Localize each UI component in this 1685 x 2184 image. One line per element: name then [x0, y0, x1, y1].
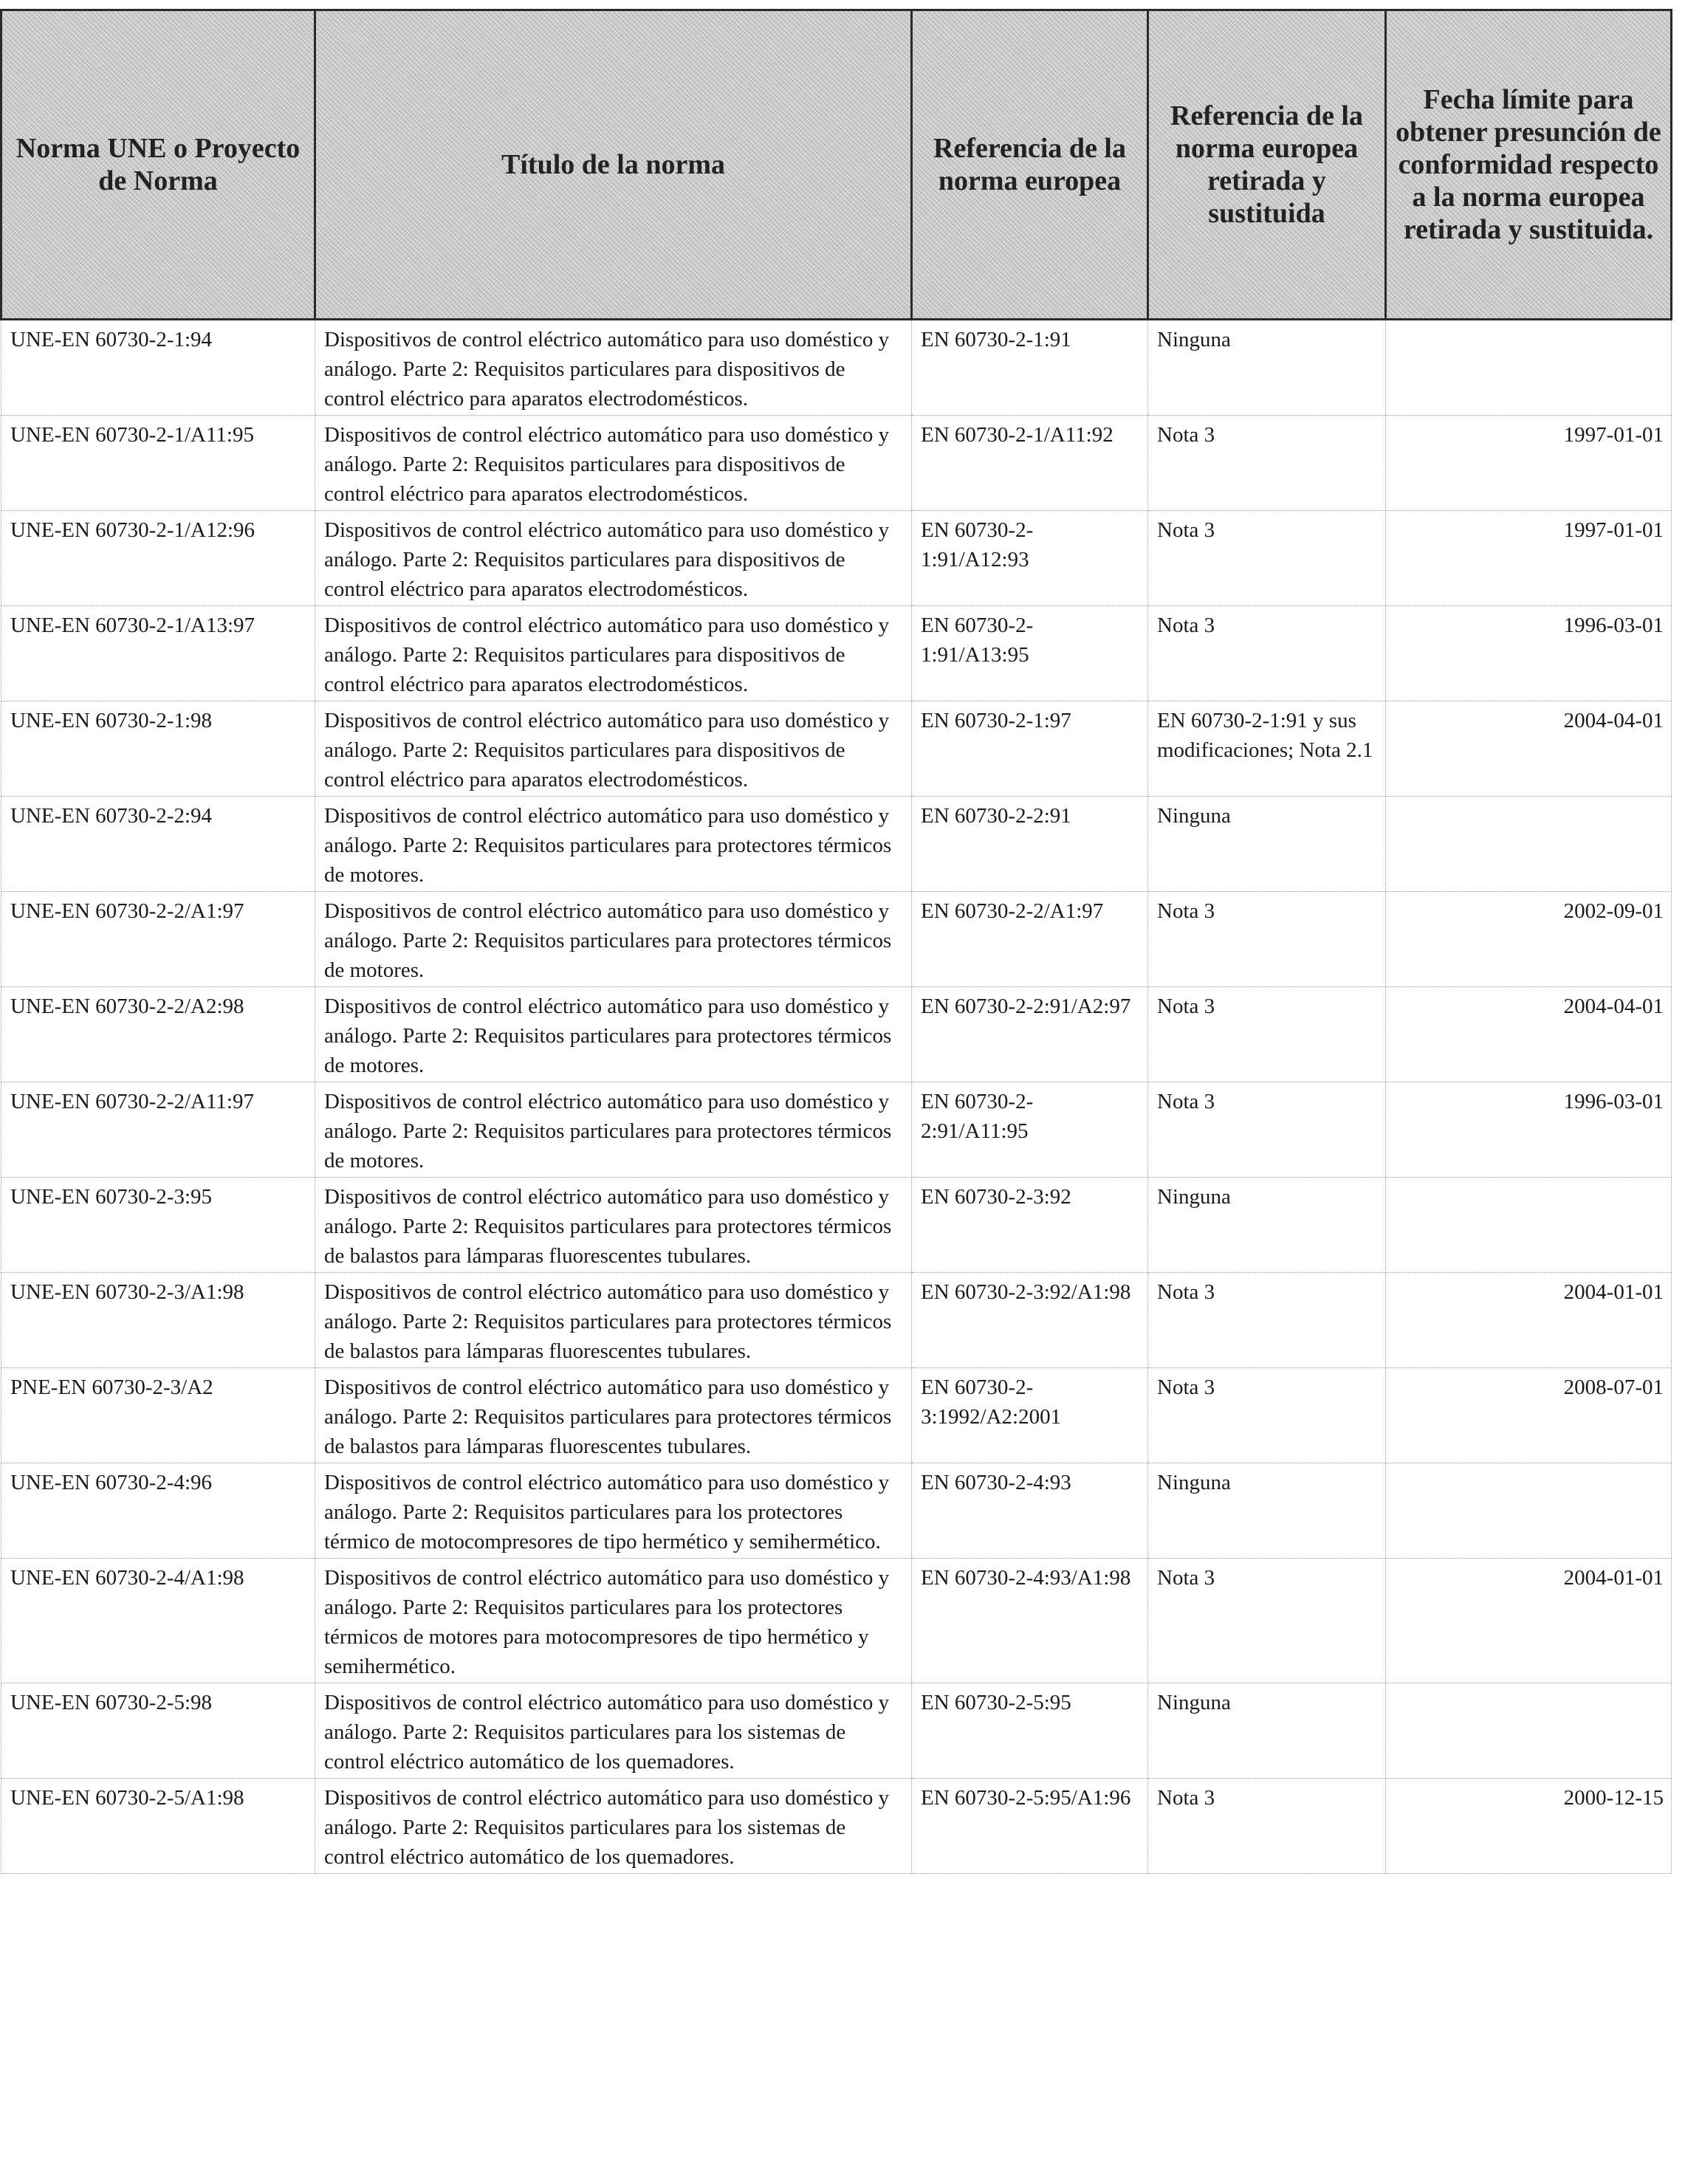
table-row — [1, 1559, 1672, 1683]
cell-fecha: 2004-04-01 — [1386, 701, 1672, 797]
cell-retirada: Nota 3 — [1148, 987, 1386, 1082]
cell-norma: UNE-EN 60730-2-3/A1:98 — [1, 1273, 315, 1368]
header-fecha: Fecha límite para obtener presunción de conformidad respecto a la norma europea retirada y sustituida. — [1386, 10, 1672, 320]
cell-norma: UNE-EN 60730-2-1:94 — [1, 320, 315, 416]
cell-norma: UNE-EN 60730-2-2:94 — [1, 797, 315, 892]
cell-referencia: EN 60730-2-3:1992/A2:2001 — [912, 1368, 1148, 1463]
cell-norma: UNE-EN 60730-2-1:98 — [1, 701, 315, 797]
cell-titulo: Dispositivos de control eléctrico automático para uso doméstico y análogo. Parte 2: Requisitos particulares para dispositivos de control eléctrico para aparatos electrodomésticos. — [315, 511, 912, 606]
cell-titulo: Dispositivos de control eléctrico automático para uso doméstico y análogo. Parte 2: Requisitos particulares para los protectores térmicos de motores para motocompresores de tipo hermético y semihermético. — [315, 1559, 912, 1683]
cell-retirada: EN 60730-2-1:91 y sus modificaciones; Nota 2.1 — [1148, 701, 1386, 797]
table-row — [1, 797, 1672, 892]
cell-fecha: 2008-07-01 — [1386, 1368, 1672, 1463]
table-row — [1, 987, 1672, 1082]
cell-retirada: Ninguna — [1148, 797, 1386, 892]
cell-norma: UNE-EN 60730-2-4:96 — [1, 1463, 315, 1559]
cell-norma: UNE-EN 60730-2-1/A13:97 — [1, 606, 315, 701]
cell-referencia: EN 60730-2-3:92 — [912, 1178, 1148, 1273]
cell-referencia: EN 60730-2-2:91/A2:97 — [912, 987, 1148, 1082]
cell-titulo: Dispositivos de control eléctrico automático para uso doméstico y análogo. Parte 2: Requisitos particulares para los sistemas de control eléctrico automático de los quemadores. — [315, 1779, 912, 1874]
table-row — [1, 1273, 1672, 1368]
cell-referencia: EN 60730-2-1/A11:92 — [912, 416, 1148, 511]
cell-fecha — [1386, 1178, 1672, 1273]
cell-referencia: EN 60730-2-2/A1:97 — [912, 892, 1148, 987]
cell-norma: UNE-EN 60730-2-3:95 — [1, 1178, 315, 1273]
cell-referencia: EN 60730-2-1:91/A12:93 — [912, 511, 1148, 606]
cell-titulo: Dispositivos de control eléctrico automático para uso doméstico y análogo. Parte 2: Requisitos particulares para protectores térmicos de balastos para lámparas fluorescentes tubulares. — [315, 1178, 912, 1273]
cell-retirada: Nota 3 — [1148, 606, 1386, 701]
cell-fecha: 2004-01-01 — [1386, 1559, 1672, 1683]
cell-titulo: Dispositivos de control eléctrico automático para uso doméstico y análogo. Parte 2: Requisitos particulares para dispositivos de control eléctrico para aparatos electrodomésticos. — [315, 606, 912, 701]
table-row — [1, 1082, 1672, 1178]
cell-fecha — [1386, 797, 1672, 892]
cell-fecha — [1386, 1463, 1672, 1559]
cell-referencia: EN 60730-2-2:91 — [912, 797, 1148, 892]
cell-titulo: Dispositivos de control eléctrico automático para uso doméstico y análogo. Parte 2: Requisitos particulares para dispositivos de control eléctrico para aparatos electrodomésticos. — [315, 320, 912, 416]
table-row — [1, 892, 1672, 987]
cell-norma: UNE-EN 60730-2-2/A11:97 — [1, 1082, 315, 1178]
cell-fecha: 1997-01-01 — [1386, 416, 1672, 511]
table-row — [1, 1178, 1672, 1273]
cell-titulo: Dispositivos de control eléctrico automático para uso doméstico y análogo. Parte 2: Requisitos particulares para dispositivos de control eléctrico para aparatos electrodomésticos. — [315, 701, 912, 797]
standards-table — [0, 9, 1672, 1874]
table-row — [1, 1683, 1672, 1779]
cell-norma: UNE-EN 60730-2-5/A1:98 — [1, 1779, 315, 1874]
cell-retirada: Ninguna — [1148, 1463, 1386, 1559]
cell-referencia: EN 60730-2-5:95/A1:96 — [912, 1779, 1148, 1874]
cell-fecha: 1997-01-01 — [1386, 511, 1672, 606]
cell-retirada: Nota 3 — [1148, 511, 1386, 606]
cell-retirada: Nota 3 — [1148, 892, 1386, 987]
cell-retirada: Nota 3 — [1148, 1559, 1386, 1683]
cell-referencia: EN 60730-2-1:91/A13:95 — [912, 606, 1148, 701]
table-row — [1, 1779, 1672, 1874]
table-row — [1, 416, 1672, 511]
cell-referencia: EN 60730-2-1:91 — [912, 320, 1148, 416]
cell-referencia: EN 60730-2-1:97 — [912, 701, 1148, 797]
cell-titulo: Dispositivos de control eléctrico automático para uso doméstico y análogo. Parte 2: Requisitos particulares para dispositivos de control eléctrico para aparatos electrodomésticos. — [315, 416, 912, 511]
cell-fecha — [1386, 320, 1672, 416]
cell-retirada: Nota 3 — [1148, 1273, 1386, 1368]
table-row — [1, 701, 1672, 797]
table-row — [1, 511, 1672, 606]
cell-fecha: 1996-03-01 — [1386, 606, 1672, 701]
cell-retirada: Nota 3 — [1148, 1368, 1386, 1463]
cell-norma: UNE-EN 60730-2-5:98 — [1, 1683, 315, 1779]
cell-titulo: Dispositivos de control eléctrico automático para uso doméstico y análogo. Parte 2: Requisitos particulares para protectores térmicos de balastos para lámparas fluorescentes tubulares. — [315, 1368, 912, 1463]
cell-fecha: 1996-03-01 — [1386, 1082, 1672, 1178]
cell-retirada: Nota 3 — [1148, 416, 1386, 511]
cell-titulo: Dispositivos de control eléctrico automático para uso doméstico y análogo. Parte 2: Requisitos particulares para protectores térmicos de motores. — [315, 1082, 912, 1178]
cell-retirada: Ninguna — [1148, 1683, 1386, 1779]
cell-referencia: EN 60730-2-5:95 — [912, 1683, 1148, 1779]
cell-norma: UNE-EN 60730-2-4/A1:98 — [1, 1559, 315, 1683]
cell-fecha: 2000-12-15 — [1386, 1779, 1672, 1874]
table-row — [1, 320, 1672, 416]
cell-norma: UNE-EN 60730-2-1/A11:95 — [1, 416, 315, 511]
cell-titulo: Dispositivos de control eléctrico automático para uso doméstico y análogo. Parte 2: Requisitos particulares para protectores térmicos de motores. — [315, 797, 912, 892]
table-row — [1, 1368, 1672, 1463]
cell-retirada: Ninguna — [1148, 1178, 1386, 1273]
cell-norma: UNE-EN 60730-2-2/A1:97 — [1, 892, 315, 987]
cell-fecha: 2004-04-01 — [1386, 987, 1672, 1082]
cell-norma: UNE-EN 60730-2-2/A2:98 — [1, 987, 315, 1082]
cell-fecha — [1386, 1683, 1672, 1779]
cell-referencia: EN 60730-2-2:91/A11:95 — [912, 1082, 1148, 1178]
cell-fecha: 2002-09-01 — [1386, 892, 1672, 987]
cell-norma: UNE-EN 60730-2-1/A12:96 — [1, 511, 315, 606]
table-row — [1, 1463, 1672, 1559]
cell-retirada: Nota 3 — [1148, 1779, 1386, 1874]
table-row — [1, 606, 1672, 701]
cell-titulo: Dispositivos de control eléctrico automático para uso doméstico y análogo. Parte 2: Requisitos particulares para protectores térmicos de balastos para lámparas fluorescentes tubulares. — [315, 1273, 912, 1368]
cell-titulo: Dispositivos de control eléctrico automático para uso doméstico y análogo. Parte 2: Requisitos particulares para protectores térmicos de motores. — [315, 987, 912, 1082]
cell-titulo: Dispositivos de control eléctrico automático para uso doméstico y análogo. Parte 2: Requisitos particulares para protectores térmicos de motores. — [315, 892, 912, 987]
cell-retirada: Nota 3 — [1148, 1082, 1386, 1178]
cell-referencia: EN 60730-2-3:92/A1:98 — [912, 1273, 1148, 1368]
cell-retirada: Ninguna — [1148, 320, 1386, 416]
header-retirada: Referencia de la norma europea retirada y sustituida — [1148, 10, 1386, 320]
cell-norma: PNE-EN 60730-2-3/A2 — [1, 1368, 315, 1463]
cell-referencia: EN 60730-2-4:93 — [912, 1463, 1148, 1559]
header-referencia: Referencia de la norma europea — [912, 10, 1148, 320]
table-header-row — [1, 10, 1672, 320]
header-norma: Norma UNE o Proyecto de Norma — [1, 10, 315, 320]
cell-referencia: EN 60730-2-4:93/A1:98 — [912, 1559, 1148, 1683]
cell-titulo: Dispositivos de control eléctrico automático para uso doméstico y análogo. Parte 2: Requisitos particulares para los protectores térmico de motocompresores de tipo hermético y semihermético. — [315, 1463, 912, 1559]
cell-fecha: 2004-01-01 — [1386, 1273, 1672, 1368]
cell-titulo: Dispositivos de control eléctrico automático para uso doméstico y análogo. Parte 2: Requisitos particulares para los sistemas de control eléctrico automático de los quemadores. — [315, 1683, 912, 1779]
header-titulo: Título de la norma — [315, 10, 912, 320]
